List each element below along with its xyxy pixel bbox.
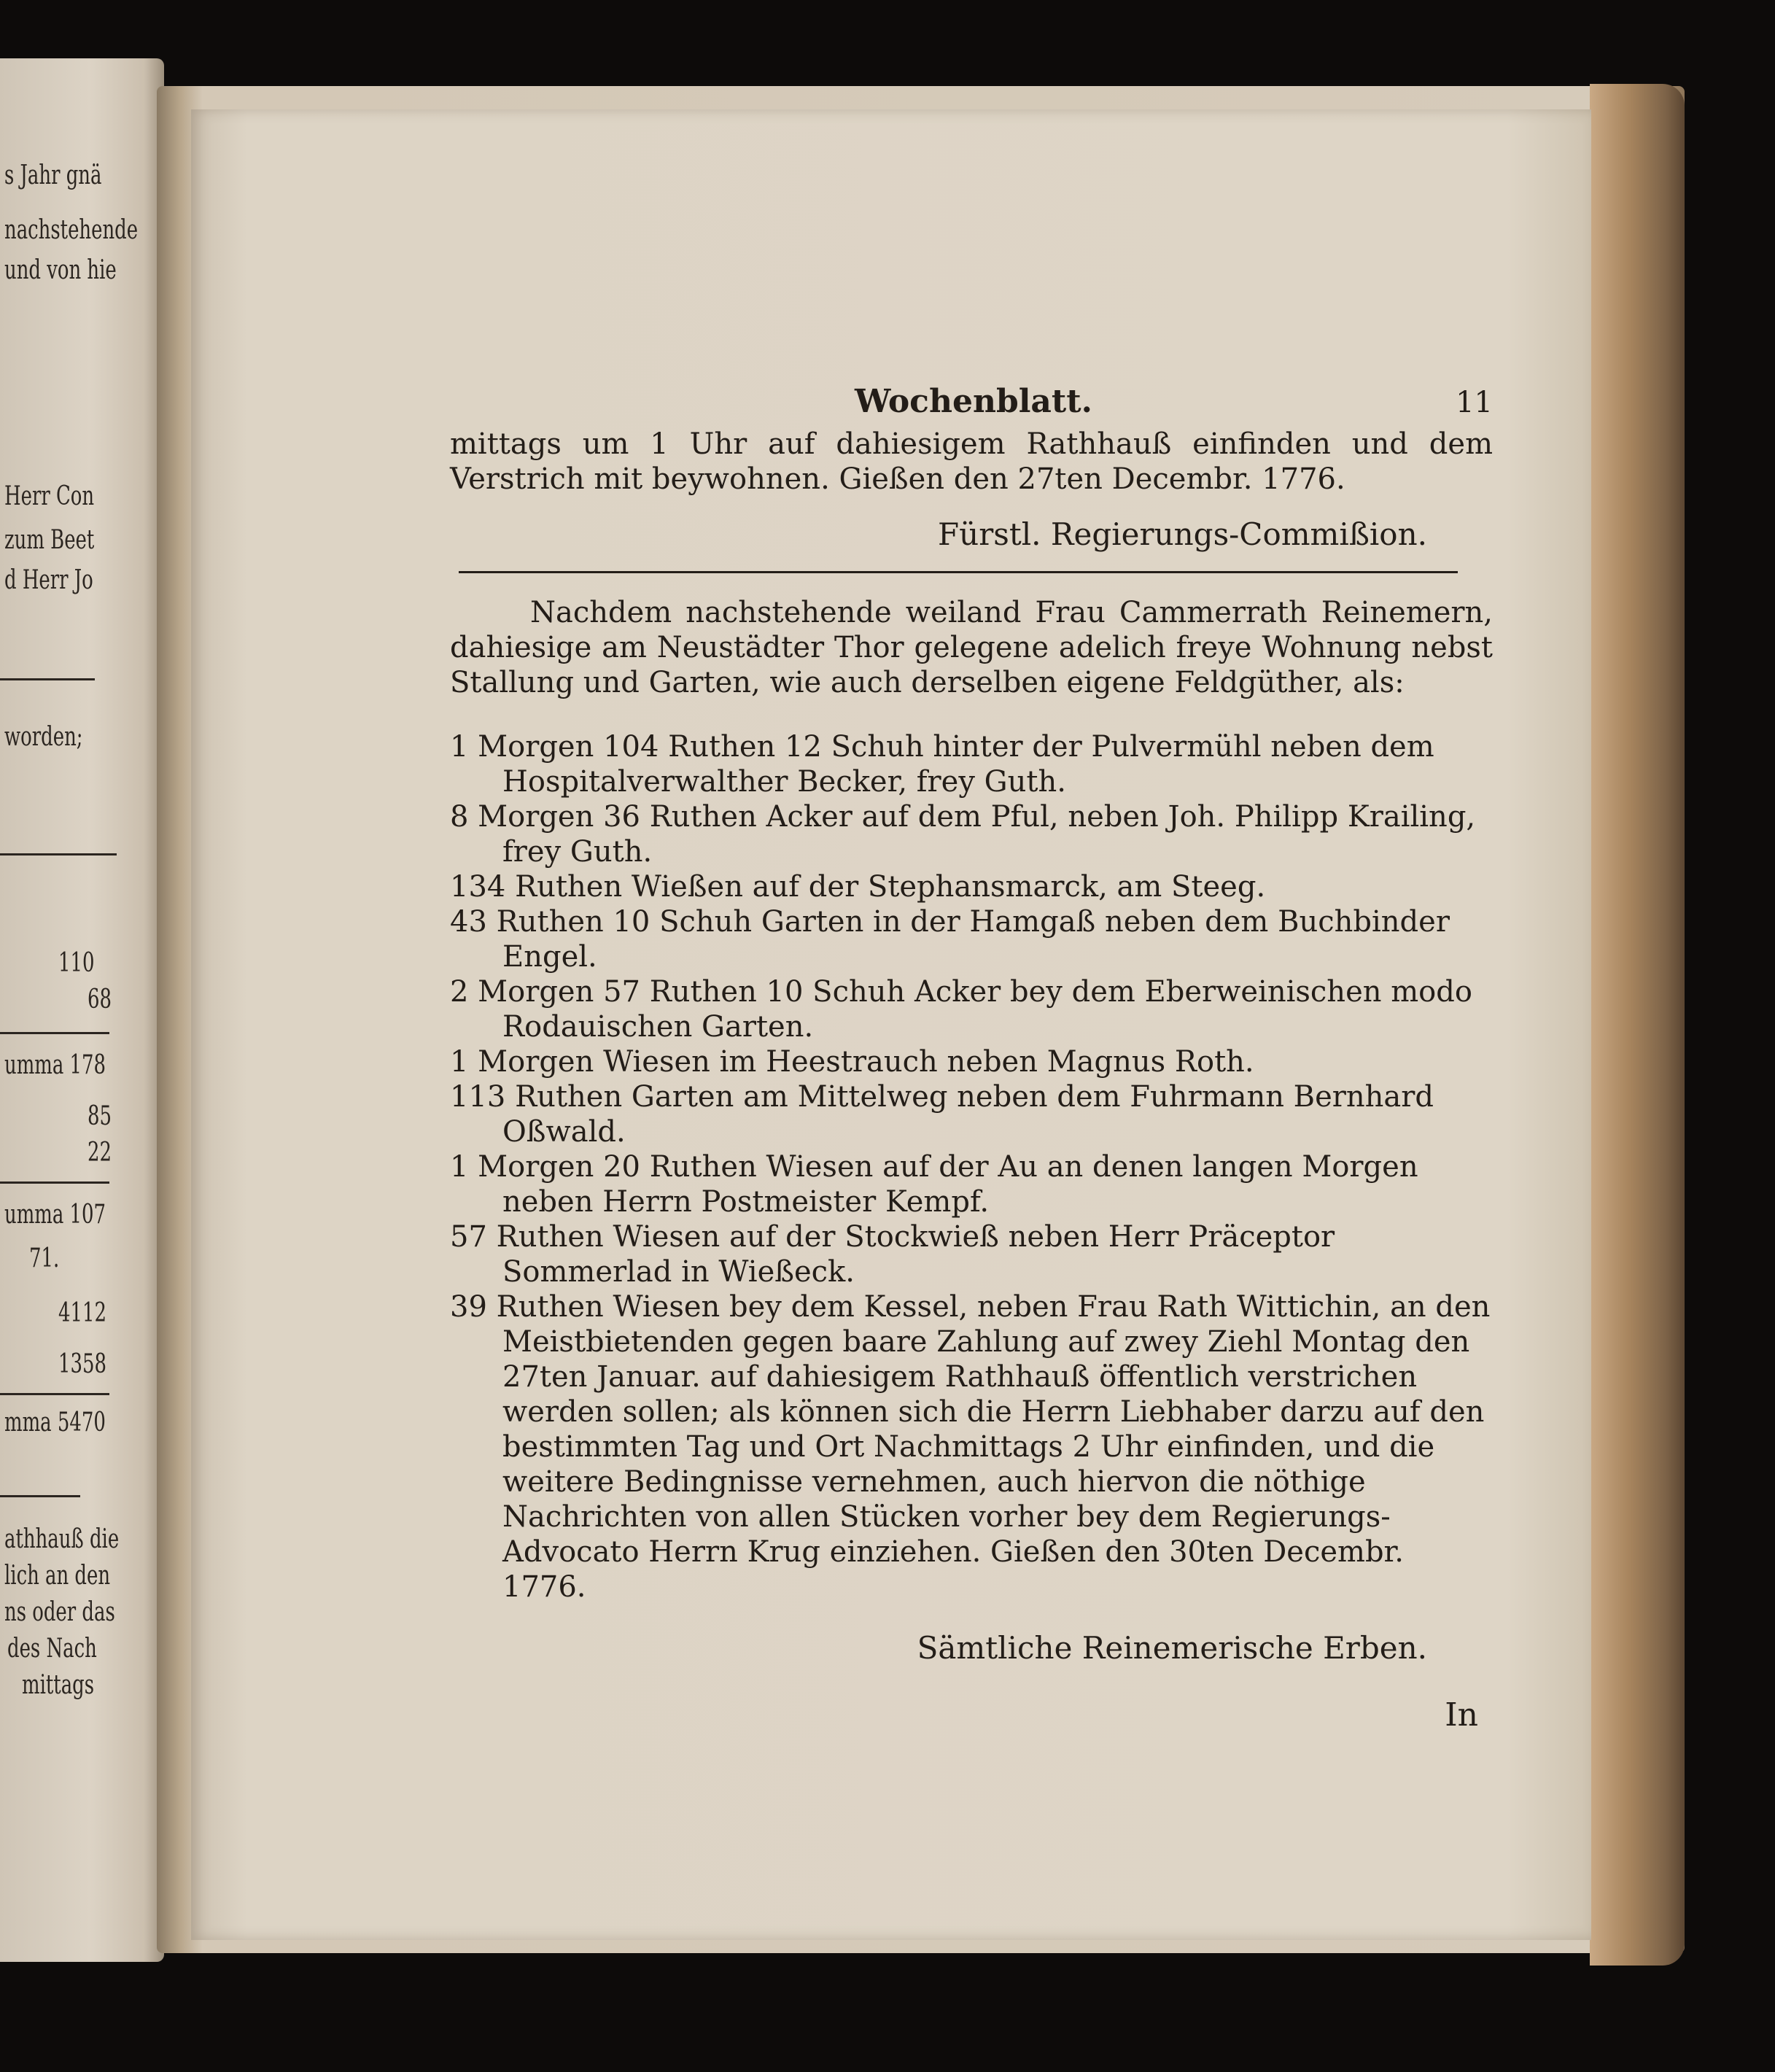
left-fragment: mittags (22, 1670, 95, 1700)
left-fragment: ns oder das (4, 1597, 115, 1627)
section-divider (459, 571, 1458, 573)
left-fragment: mma 5470 (4, 1408, 106, 1437)
book-fore-edge (1590, 84, 1685, 1966)
running-header (450, 383, 1493, 427)
list-item: 43 Ruthen 10 Schuh Garten in der Hamgaß neben dem Buchbinder Engel. (450, 905, 1450, 974)
continuation-text: mittags um 1 Uhr auf dahiesigem Rathhauß einfinden und dem Verstrich mit beywohnen. Gießen den 27ten Decembr. 1776. (450, 427, 1493, 496)
left-fragment: s Jahr gnä (4, 160, 102, 190)
page-number: 11 (1456, 386, 1493, 419)
left-fragment: Herr Con (4, 481, 95, 511)
list-item: 1 Morgen Wiesen im Heestrauch neben Magnus Roth. (450, 1045, 1254, 1079)
left-fragment: d Herr Jo (4, 565, 93, 595)
left-fragment: des Nach (7, 1634, 97, 1664)
left-rule (0, 1393, 109, 1395)
list-item: 113 Ruthen Garten am Mittelweg neben dem Fuhrmann Bernhard Oßwald. (450, 1080, 1434, 1149)
left-rule (0, 853, 117, 855)
left-fragment: 110 (58, 948, 95, 978)
list-item: 1 Morgen 20 Ruthen Wiesen auf der Au an denen langen Morgen neben Herrn Postmeister Kempf. (450, 1150, 1418, 1219)
right-page (191, 109, 1591, 1940)
left-rule (0, 678, 95, 680)
left-fragment: umma 178 (4, 1050, 106, 1080)
heirs-signature: Sämtliche Reinemerische Erben. (917, 1630, 1427, 1666)
notice-intro: Nachdem nachstehende weiland Frau Cammerrath Reinemern, dahiesige am Neustädter Thor gelegene adelich freye Wohnung nebst Stallung und Garten, wie auch derselben eigene Feldgüther, als: (450, 596, 1493, 699)
left-fragment: nachstehende (4, 215, 139, 245)
left-fragment: 68 (88, 985, 112, 1014)
list-item: 134 Ruthen Wießen auf der Stephansmarck, am Steeg. (450, 870, 1266, 904)
commission-signature: Fürstl. Regierungs-Commißion. (938, 516, 1427, 552)
list-item: 57 Ruthen Wiesen auf der Stockwieß neben Herr Präceptor Sommerlad in Wießeck. (450, 1220, 1335, 1289)
property-list (450, 729, 1493, 1605)
list-item: 1 Morgen 104 Ruthen 12 Schuh hinter der Pulvermühl neben dem Hospitalverwalther Becker, frey Guth. (450, 730, 1434, 799)
left-fragment: athhauß die (4, 1524, 120, 1554)
catchword: In (1445, 1696, 1478, 1734)
left-facing-page (0, 58, 164, 1962)
left-fragment: 4112 (58, 1298, 106, 1328)
left-fragment: lich an den (4, 1561, 111, 1591)
left-fragment: 1358 (58, 1349, 106, 1379)
left-fragment: zum Beet (4, 525, 95, 555)
list-item: 2 Morgen 57 Ruthen 10 Schuh Acker bey dem Eberweinischen modo Rodauischen Garten. (450, 975, 1472, 1044)
list-item: 8 Morgen 36 Ruthen Acker auf dem Pful, neben Joh. Philipp Krailing, frey Guth. (450, 800, 1476, 869)
list-item: 39 Ruthen Wiesen bey dem Kessel, neben Frau Rath Wittichin, an den Meistbietenden gegen baare Zahlung auf zwey Ziehl Montag den 27ten Januar. auf dahiesigem Rathhauß öffentlich verstrichen werden sollen; als können sich die Herrn Liebhaber darzu auf den bestimmten Tag und Ort Nachmittags 2 Uhr einfinden, und die weitere Bedingnisse vernehmen, auch hiervon die nöthige Nachrichten von allen Stücken vorher bey dem Regierungs-Advocato Herrn Krug einziehen. Gießen den 30ten Decembr. 1776. (450, 1290, 1491, 1604)
running-title: Wochenblatt. (855, 383, 1092, 420)
page-content (450, 383, 1493, 1755)
left-rule (0, 1181, 109, 1184)
left-fragment: worden; (4, 722, 83, 752)
left-rule (0, 1495, 80, 1497)
left-fragment: 71. (29, 1243, 60, 1273)
left-fragment: umma 107 (4, 1200, 106, 1230)
left-rule (0, 1032, 109, 1034)
left-fragment: 22 (88, 1138, 112, 1168)
left-fragment: 85 (88, 1101, 112, 1131)
left-fragment: und von hie (4, 255, 117, 285)
